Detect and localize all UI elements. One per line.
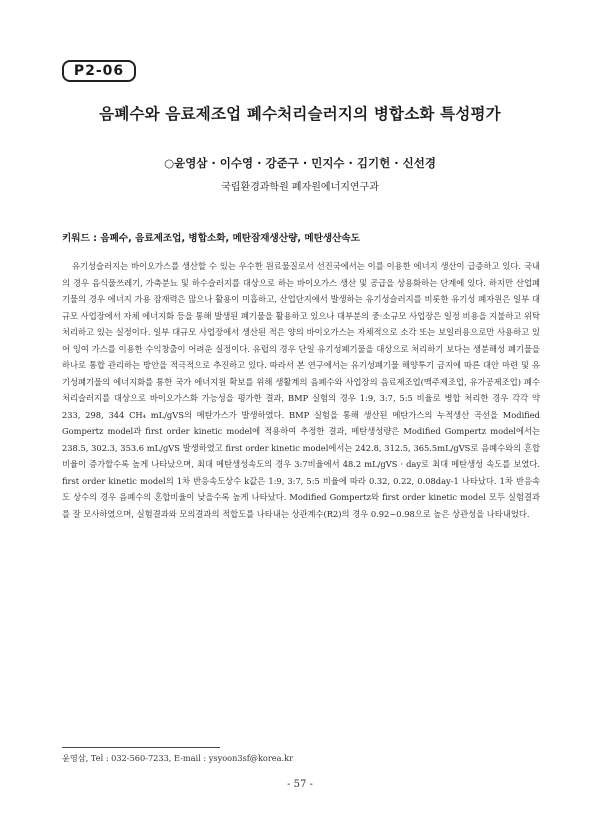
paper-title: 음폐수와 음료제조업 폐수처리슬러지의 병합소화 특성평가 <box>99 105 501 123</box>
footnote: 윤영삼, Tel : 032-560-7233, E-mail : ysyoon3sf@korea.kr <box>62 753 293 763</box>
session-badge: P2-06 <box>62 60 136 82</box>
page-number: - 57 - <box>287 779 313 790</box>
affiliation: 국립환경과학원 폐자원에너지연구과 <box>221 182 379 193</box>
author-list: ○윤영삼 · 이수영 · 강준구 · 민지수 · 김기헌 · 신선경 <box>164 156 436 170</box>
abstract-body: 유기성슬러지는 바이오가스를 생산할 수 있는 우수한 원료물질로서 선진국에서는 이를 이용한 에너지 생산이 급증하고 있다. 국내의 경우 음식물쓰레기, 가축분뇨 및 하수슬러지를 대상으로 하는 바이오가스 생산 및 공급을 상용화하는 단계에 있다. 하지만 산업폐기물의 경우 에너지 가용 잠재력은 많으나 활용이 미흡하고, 산업단지에서 발생하는 유기성슬러지를 비롯한 유기성 폐자원은 일부 대규모 사업장에서 자체 에너지화 등을 통해 발생된 폐기물을 활용하고 있으나 대부분의 중·소규모 사업장은 일정 비용을 지불하고 위탁처리하고 있는 실정이다. 일부 대규모 사업장에서 생산된 적은 양의 바이오가스는 자체적으로 소각 또는 보일러용으로만 사용하고 있어 잉여 가스를 이용한 수익창출이 어려운 실정이다. 유럽의 경우 단일 유기성폐기물을 대상으로 처리하기 보다는 생분해성 폐기물을 하나로 통합 관리하는 방안을 적극적으로 추진하고 있다. 따라서 본 연구에서는 유기성폐기물 해양투기 금지에 따른 대안 마련 및 유기성폐기물의 에너지화를 통한 국가 에너지원 확보를 위해 생활계의 음폐수와 사업장의 음료제조업(맥주제조업, 유가공제조업) 폐수처리슬러지를 대상으로 바이오가스화 가능성을 평가한 결과, BMP 실험의 경우 1:9, 3:7, 5:5 비율로 병합 처리한 경우 각각 약 233, 298, 344 CH₄ mL/gVS의 메탄가스가 발생하였다. BMP 실험을 통해 생산된 메탄가스의 누적생산 곡선을 Modified Gompertz model과 first order kinetic model에 적용하여 추정한 결과, 메탄생성량은 Modified Gompertz model에서는 238.5, 302.3, 353.6 mL/gVS 발생하였고 first order kinetic model에서는 242.8, 312.5, 365.5mL/gVS로 음폐수와의 혼합비율이 증가할수록 높게 나타났으며, 최대 메탄생성속도의 경우 3:7비율에서 48.2 mL/gVS · day로 최대 메탄생성 속도를 보였다. first order kinetic model의 1차 반응속도상수 k값은 1:9, 3:7, 5:5 비율에 따라 0.32, 0.22, 0.08day-1 나타났다. 1차 반응속도 상수의 경우 음폐수의 혼합비율이 낮을수록 높게 나타났다. Modified Gompertz와 first order kinetic model 모두 실험결과를 잘 모사하였으며, 실험결과와 모의결과의 적합도를 나타내는 상관계수(R2)의 경우 0.92~0.98으로 높은 상관성을 나타내었다. <box>62 261 540 519</box>
keywords: 키워드 : 음폐수, 음료제조업, 병합소화, 메탄잠재생산량, 메탄생산속도 <box>62 233 360 244</box>
footnote-divider <box>62 747 220 748</box>
